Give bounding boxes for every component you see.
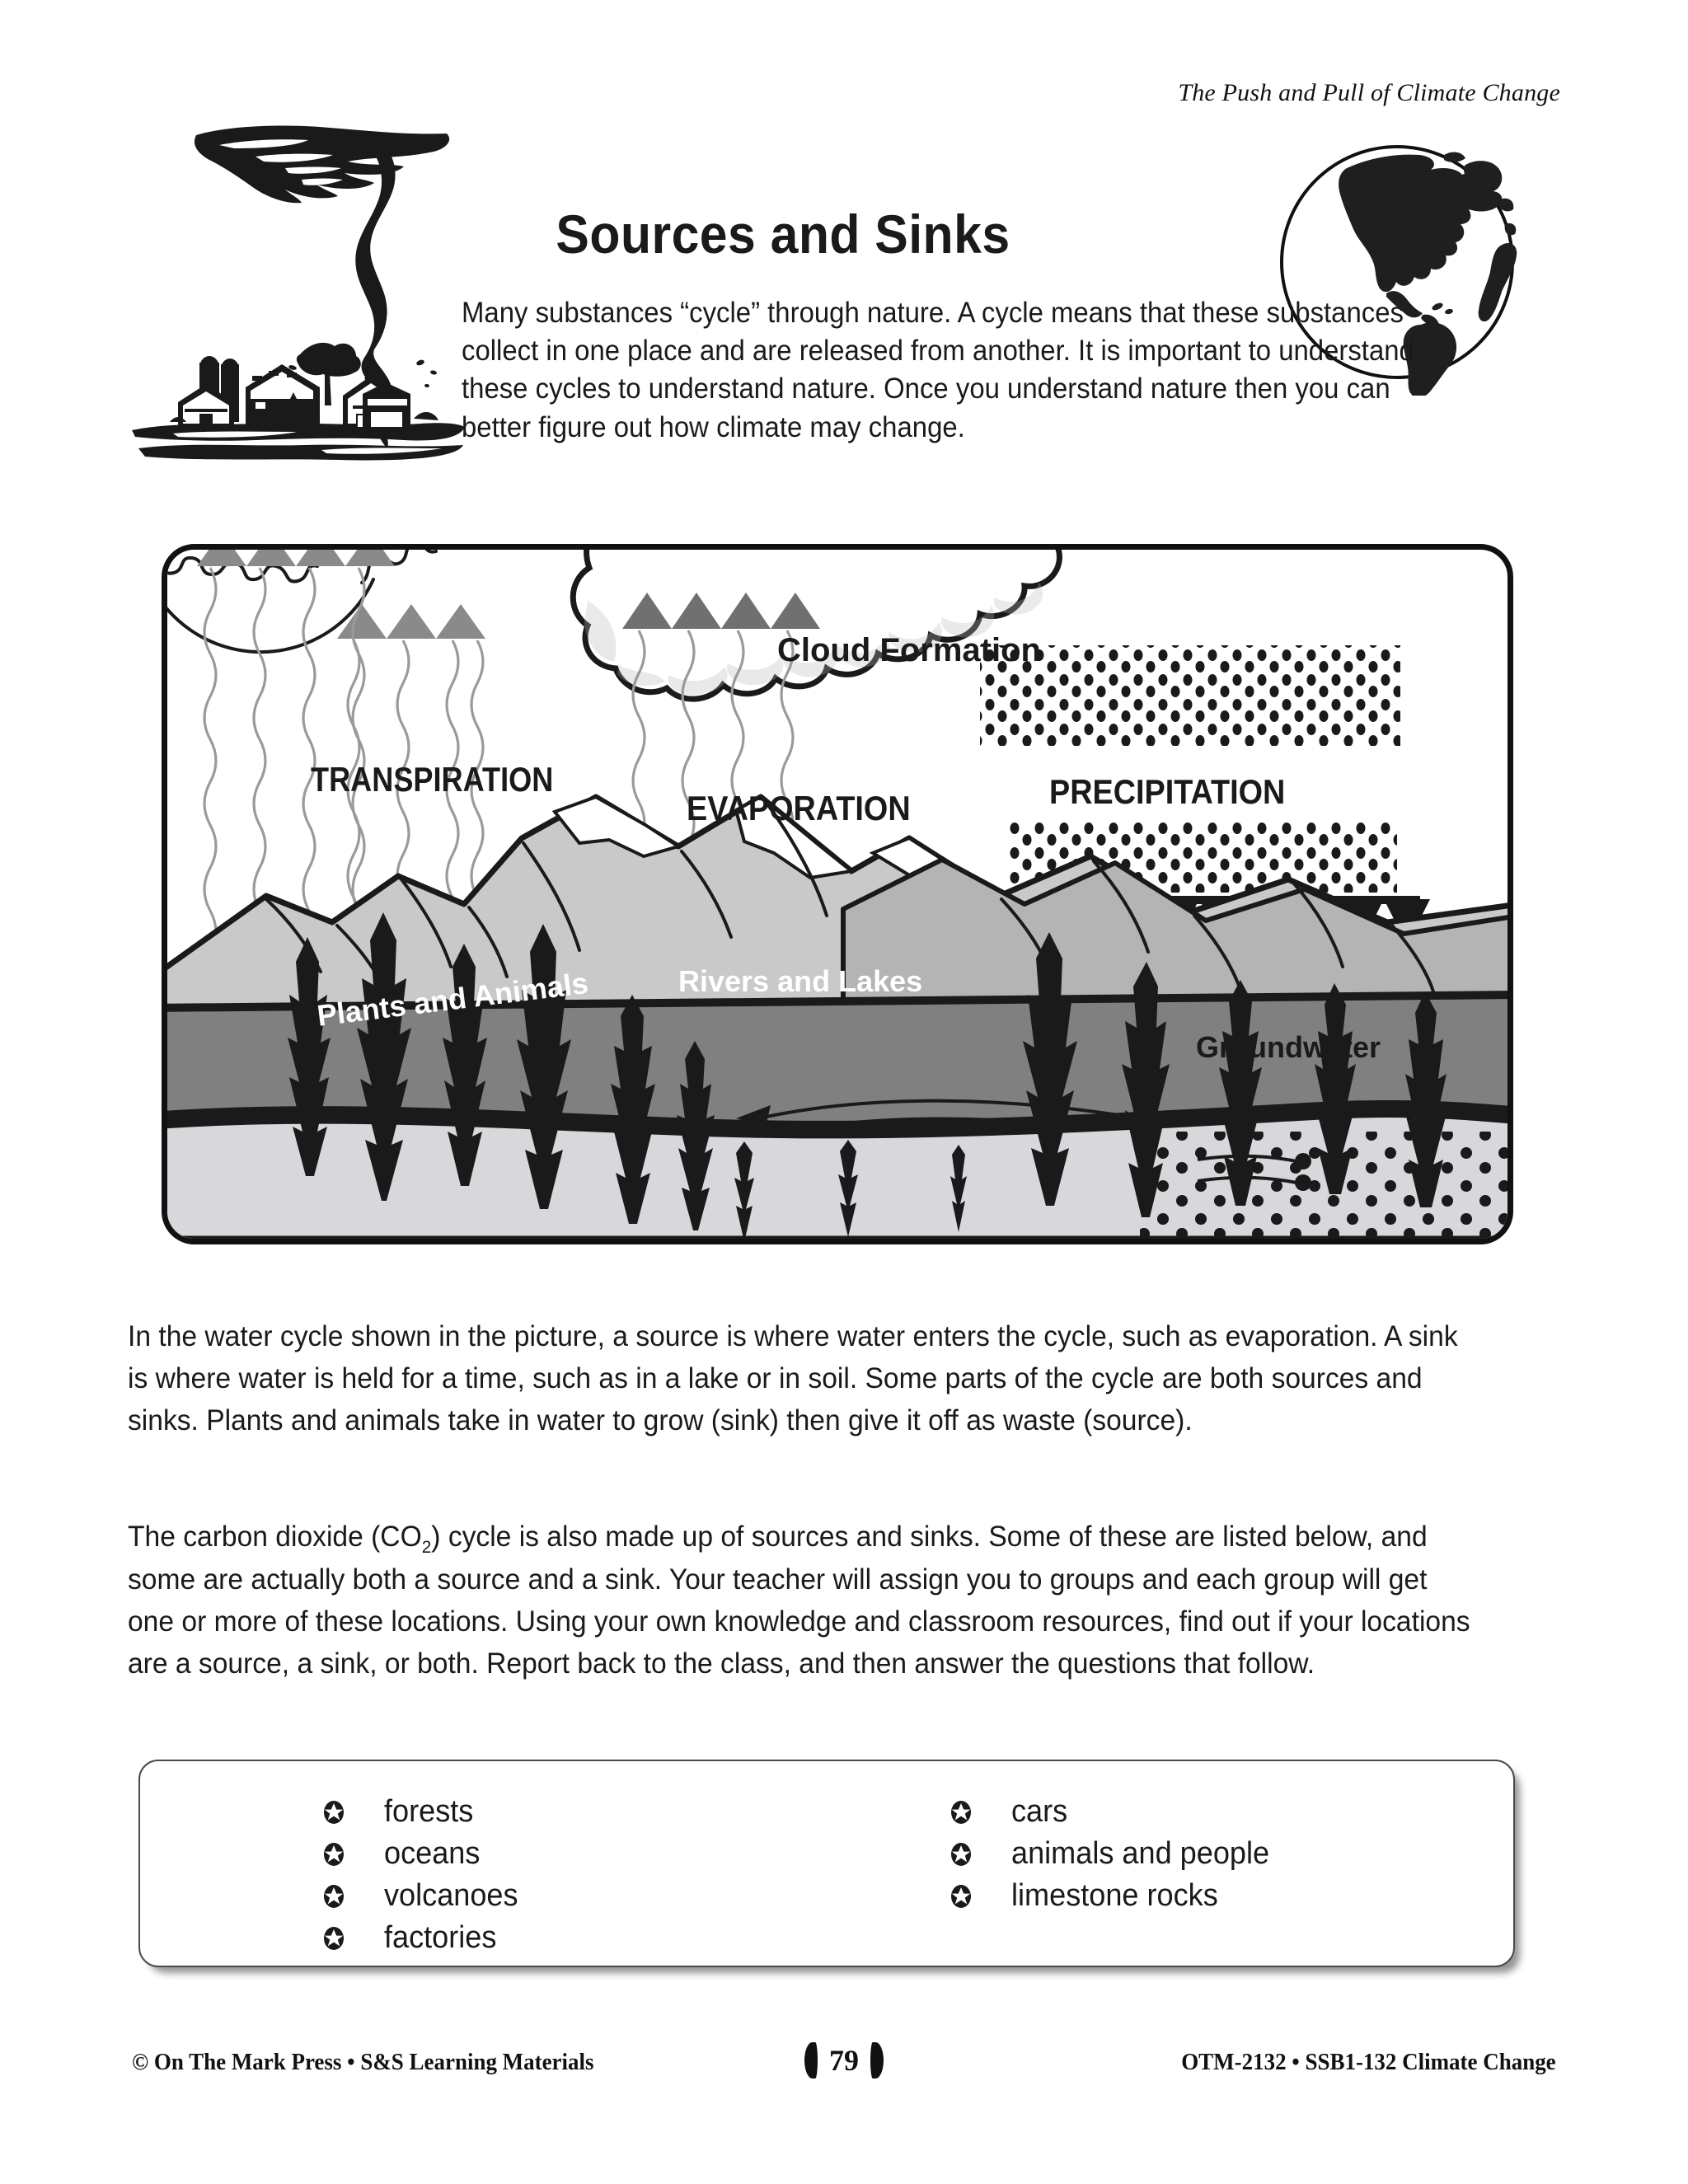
- list-item-label: animals and people: [1010, 1835, 1269, 1871]
- locations-list-box: [138, 1760, 1515, 1967]
- diagram-label-rivers-and-lakes: Rivers and Lakes: [678, 964, 923, 998]
- paragraph-water-cycle: In the water cycle shown in the picture, a source is where water enters the cycle, such as evaporation. A sink is where water is held for a time, such as in a lake or in soil. Some parts of the cycle are both sources and sinks. Plants and animals take in water to grow (sink) then give it off as waste (source).: [128, 1320, 1458, 1436]
- list-item-label: oceans: [384, 1835, 481, 1871]
- co2-paragraph-suffix: ) cycle is also made up of sources and sinks. Some of these are listed below, and some are actually both a source and a sink. Your teacher will assign you to groups and each group will get one or more of these locations. Using your own knowledge and classroom resources, find out if your locations are a source, a sink, or both. Report back to the class, and then answer the questions that follow.: [128, 1521, 1470, 1680]
- diagram-label-precipitation: PRECIPITATION: [1049, 772, 1286, 811]
- page-title: Sources and Sinks: [556, 204, 1010, 265]
- list-item[interactable]: [323, 1835, 919, 1871]
- list-item[interactable]: [950, 1877, 1513, 1913]
- paragraph-co2-cycle: [128, 1516, 1473, 1685]
- title-block: [462, 203, 1414, 476]
- list-item-label: limestone rocks: [1010, 1877, 1218, 1913]
- co2-paragraph-prefix: The carbon dioxide (CO: [128, 1521, 422, 1553]
- diagram-label-transpiration: TRANSPIRATION: [311, 760, 554, 799]
- groundwater-layer: [167, 1100, 1507, 1239]
- running-header: The Push and Pull of Climate Change: [1178, 79, 1560, 106]
- star-in-circle-bullet-icon: [323, 1842, 345, 1867]
- co2-subscript: 2: [421, 1536, 432, 1557]
- star-in-circle-bullet-icon: [950, 1884, 972, 1909]
- footer-product-code: OTM-2132 • SSB1-132 Climate Change: [1181, 2049, 1556, 2075]
- diagram-label-evaporation: EVAPORATION: [687, 789, 911, 827]
- page-number: 79: [829, 2044, 859, 2077]
- precipitation-dots: [980, 645, 1400, 893]
- locations-column-right: [919, 1796, 1513, 1955]
- list-item-label: volcanoes: [384, 1877, 518, 1913]
- list-item-label: forests: [384, 1794, 474, 1829]
- footer-copyright: © On The Mark Press • S&S Learning Materials: [132, 2049, 594, 2075]
- list-item[interactable]: [323, 1877, 919, 1913]
- page-footer: [0, 2042, 1688, 2092]
- star-in-circle-bullet-icon: [323, 1926, 345, 1951]
- diagram-label-cloud-formation: Cloud Formation: [777, 632, 1041, 668]
- list-item-label: factories: [384, 1919, 497, 1955]
- page-marker-left-blob: [804, 2042, 818, 2079]
- diagram-label-groundwater: Groundwater: [1196, 1030, 1381, 1064]
- intro-paragraph: Many substances “cycle” through nature. A cycle means that these substances collect in one place and are released from another. It is important to understand these cycles to understand nature. Once you understand nature then you can better figure out how climate may change.: [462, 297, 1414, 443]
- locations-column-left: [140, 1796, 919, 1955]
- page-marker-right-blob: [870, 2042, 884, 2079]
- star-in-circle-bullet-icon: [950, 1842, 972, 1867]
- list-item[interactable]: [950, 1835, 1513, 1871]
- diagram-label-plants-and-animals: Plants and Animals: [315, 965, 590, 1033]
- locations-columns: [140, 1761, 1513, 1955]
- list-item-label: cars: [1010, 1794, 1067, 1829]
- list-item[interactable]: [950, 1796, 1513, 1829]
- list-item[interactable]: [323, 1919, 919, 1955]
- water-cycle-diagram: [162, 544, 1513, 1244]
- star-in-circle-bullet-icon: [950, 1800, 972, 1825]
- list-item[interactable]: [323, 1796, 919, 1829]
- tornado-over-farm-icon: [124, 115, 470, 478]
- star-in-circle-bullet-icon: [323, 1800, 345, 1825]
- star-in-circle-bullet-icon: [323, 1884, 345, 1909]
